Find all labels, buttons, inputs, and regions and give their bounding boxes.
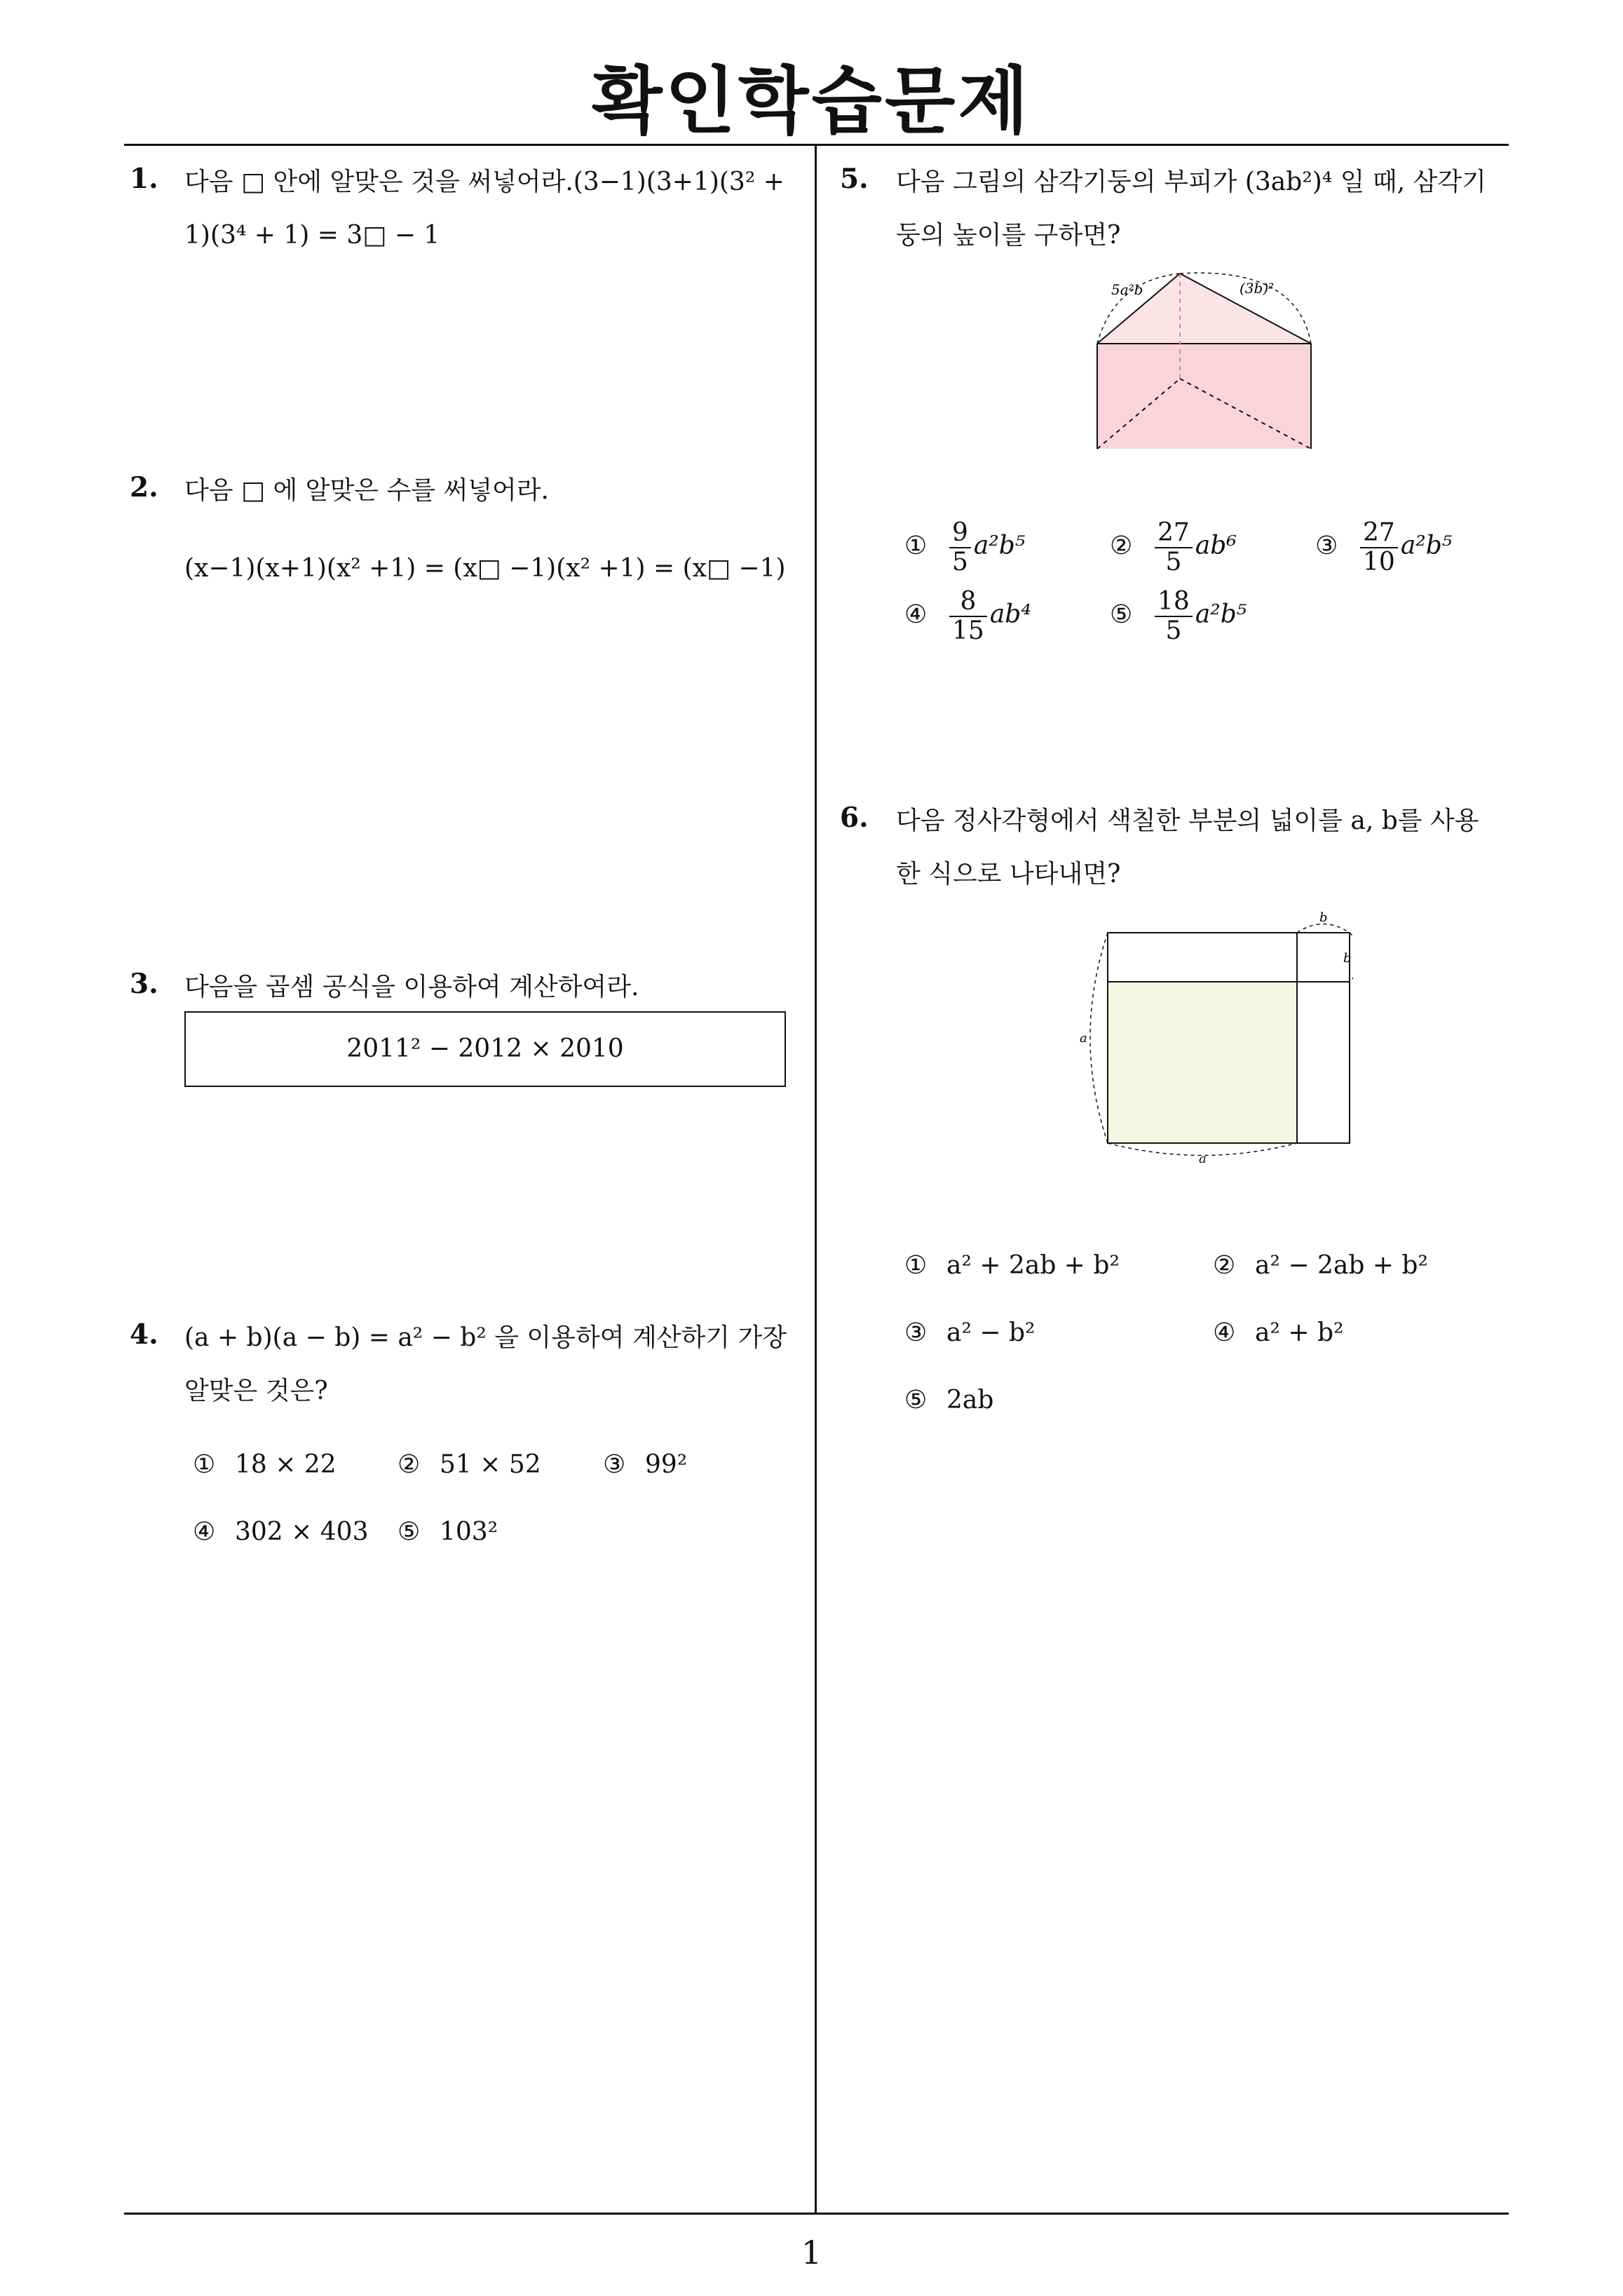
- q1-text: [184, 156, 801, 262]
- triangular-prism-figure: [1080, 259, 1332, 463]
- q1-line1: 다음 □ 안에 알맞은 것을 써넣어라.(3−1)(3+1)(3² +: [184, 168, 785, 196]
- q5-choice-1[interactable]: ① $\frac{9}{5}$ a²b⁵: [904, 518, 1026, 576]
- dimension-arc: [1297, 924, 1350, 933]
- q5-line2: 둥의 높이를 구하면?: [896, 221, 1121, 250]
- q3-expression-box: [184, 1011, 786, 1087]
- fig-label-right: (3b)²: [1240, 280, 1275, 297]
- q1-line2: 1)(3⁴ + 1) = 3□ − 1: [184, 221, 440, 250]
- q4-choice-4[interactable]: ④ 302 × 403: [193, 1518, 369, 1546]
- q3-text: 다음을 곱셈 공식을 이용하여 계산하여라.: [184, 973, 639, 1001]
- q5-text: [896, 156, 1513, 262]
- q6-choice-4[interactable]: ④ a² + b²: [1213, 1318, 1344, 1347]
- fig-label-left: 5a²b: [1111, 281, 1143, 298]
- q6-choice-3[interactable]: ③ a² − b²: [904, 1318, 1035, 1347]
- q4-choice-5[interactable]: ⑤ 103²: [398, 1518, 498, 1546]
- fig-label-a-bottom: a: [1199, 1152, 1207, 1166]
- q5-choice-4[interactable]: ④ $\frac{8}{15}$ ab⁴: [904, 587, 1031, 645]
- q2-formula: (x−1)(x+1)(x² +1) = (x□ −1)(x² +1) = (x□ −1): [184, 554, 786, 583]
- q6-choice-5[interactable]: ⑤ 2ab: [904, 1386, 994, 1414]
- q4-line2: 알맞은 것은?: [184, 1377, 328, 1405]
- q6-line2: 한 식으로 나타내면?: [896, 860, 1121, 889]
- q1-number: 1.: [130, 163, 158, 195]
- q3-number: 3.: [130, 968, 158, 1000]
- q6-choice-2[interactable]: ② a² − 2ab + b²: [1213, 1251, 1428, 1280]
- fig-label-a-left: a: [1080, 1031, 1087, 1046]
- q2-number: 2.: [130, 471, 158, 504]
- q6-number: 6.: [840, 802, 869, 834]
- q5-line1: 다음 그림의 삼각기둥의 부피가 (3ab²)⁴ 일 때, 삼각기: [896, 168, 1486, 196]
- square-figure: [1073, 905, 1353, 1171]
- fig-label-b-right: b: [1343, 951, 1352, 966]
- q4-choice-2[interactable]: ② 51 × 52: [398, 1450, 541, 1479]
- q4-number: 4.: [130, 1318, 158, 1351]
- q5-number: 5.: [840, 163, 869, 195]
- q5-choice-2[interactable]: ② $\frac{27}{5}$ ab⁶: [1110, 518, 1237, 576]
- footer-rule: [124, 2213, 1509, 2215]
- q4-choice-3[interactable]: ③ 99²: [603, 1450, 688, 1479]
- q5-choice-5[interactable]: ⑤ $\frac{18}{5}$ a²b⁵: [1110, 587, 1247, 645]
- q4-text: [184, 1311, 801, 1418]
- q4-line1: (a + b)(a − b) = a² − b² 을 이용하여 계산하기 가장: [184, 1323, 787, 1352]
- q4-choice-1[interactable]: ① 18 × 22: [193, 1450, 337, 1479]
- page-number: 1: [801, 2234, 822, 2271]
- q6-choice-1[interactable]: ① a² + 2ab + b²: [904, 1251, 1120, 1280]
- column-divider: [815, 144, 817, 2214]
- q3-expression: 2011² − 2012 × 2010: [346, 1034, 624, 1063]
- q6-text: [896, 795, 1513, 901]
- q2-text: 다음 □ 에 알맞은 수를 써넣어라.: [184, 476, 549, 505]
- shaded-region: [1108, 982, 1297, 1143]
- q5-choice-3[interactable]: ③ $\frac{27}{10}$ a²b⁵: [1315, 518, 1453, 576]
- dimension-arc: [1090, 933, 1108, 1143]
- page-title: 확인학습문제: [592, 58, 1031, 144]
- fig-label-b-top: b: [1319, 910, 1328, 925]
- q6-line1: 다음 정사각형에서 색칠한 부분의 넓이를 a, b를 사용: [896, 806, 1479, 835]
